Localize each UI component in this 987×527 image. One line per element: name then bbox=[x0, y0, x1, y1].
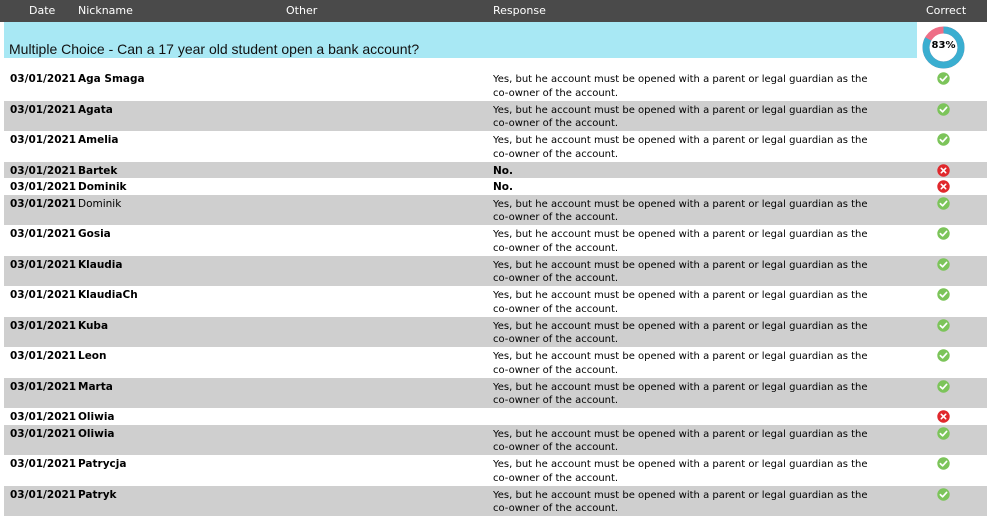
row-response: Yes, but he account must be opened with a parent or legal guardian as the co-owner of the account. bbox=[493, 320, 868, 346]
row-nickname: Aga Smaga bbox=[78, 73, 145, 85]
row-nickname: Amelia bbox=[78, 134, 119, 146]
row-date: 03/01/2021 bbox=[10, 411, 77, 423]
correct-check-icon bbox=[937, 380, 950, 393]
row-response: Yes, but he account must be opened with a parent or legal guardian as the co-owner of the account. bbox=[493, 381, 868, 407]
row-nickname: Agata bbox=[78, 103, 113, 116]
correct-check-icon bbox=[937, 349, 950, 362]
row-nickname: Patryk bbox=[78, 488, 117, 501]
correct-check-icon bbox=[937, 258, 950, 271]
row-nickname: Gosia bbox=[78, 228, 111, 240]
row-date: 03/01/2021 bbox=[10, 289, 77, 301]
correct-check-icon bbox=[937, 288, 950, 301]
row-date: 03/01/2021 bbox=[10, 350, 77, 362]
header-correct: Correct bbox=[926, 4, 967, 17]
question-text: Multiple Choice - Can a 17 year old student open a bank account? bbox=[9, 41, 420, 57]
question-banner bbox=[4, 22, 917, 58]
table-row bbox=[4, 131, 987, 162]
correct-check-icon bbox=[937, 72, 950, 85]
row-nickname: KlaudiaCh bbox=[78, 289, 138, 301]
row-date: 03/01/2021 bbox=[10, 380, 77, 393]
correct-check-icon bbox=[937, 227, 950, 240]
row-response: Yes, but he account must be opened with a parent or legal guardian as the co-owner of the account. bbox=[493, 74, 868, 99]
table-row bbox=[4, 101, 987, 132]
correct-check-icon bbox=[937, 488, 950, 501]
row-response: Yes, but he account must be opened with a parent or legal guardian as the co-owner of the account. bbox=[493, 459, 868, 484]
row-nickname: Patrycja bbox=[78, 458, 127, 470]
row-response: Yes, but he account must be opened with a parent or legal guardian as the co-owner of the account. bbox=[493, 259, 868, 285]
table-row bbox=[4, 178, 987, 195]
response-table bbox=[4, 70, 987, 516]
row-nickname: Dominik bbox=[78, 181, 127, 193]
row-response: Yes, but he account must be opened with a parent or legal guardian as the co-owner of the account. bbox=[493, 489, 868, 515]
table-row bbox=[4, 455, 987, 486]
table-row bbox=[4, 195, 987, 226]
row-date: 03/01/2021 bbox=[10, 258, 77, 271]
table-row bbox=[4, 70, 987, 101]
incorrect-cross-icon bbox=[937, 164, 950, 177]
row-response: Yes, but he account must be opened with a parent or legal guardian as the co-owner of the account. bbox=[493, 351, 868, 376]
row-date: 03/01/2021 bbox=[10, 319, 77, 332]
table-row bbox=[4, 317, 987, 348]
correct-check-icon bbox=[937, 197, 950, 210]
table-row bbox=[4, 378, 987, 409]
row-date: 03/01/2021 bbox=[10, 164, 77, 177]
incorrect-cross-icon bbox=[937, 180, 950, 193]
table-row bbox=[4, 286, 987, 317]
row-response: Yes, but he account must be opened with a parent or legal guardian as the co-owner of the account. bbox=[493, 428, 868, 454]
row-nickname: Klaudia bbox=[78, 258, 123, 271]
row-response: Yes, but he account must be opened with a parent or legal guardian as the co-owner of the account. bbox=[493, 198, 868, 224]
row-date: 03/01/2021 bbox=[10, 197, 77, 210]
correct-check-icon bbox=[937, 103, 950, 116]
table-row bbox=[4, 425, 987, 456]
row-response: No. bbox=[493, 181, 513, 193]
row-nickname: Oliwia bbox=[78, 427, 115, 440]
table-row bbox=[4, 347, 987, 378]
correct-check-icon bbox=[937, 457, 950, 470]
row-date: 03/01/2021 bbox=[10, 73, 77, 85]
correct-check-icon bbox=[937, 319, 950, 332]
row-nickname: Kuba bbox=[78, 319, 109, 332]
table-row bbox=[4, 225, 987, 256]
table-row bbox=[4, 486, 987, 517]
table-header bbox=[0, 0, 987, 22]
header-date: Date bbox=[29, 4, 56, 17]
row-response: Yes, but he account must be opened with a parent or legal guardian as the co-owner of the account. bbox=[493, 229, 868, 254]
row-response: Yes, but he account must be opened with a parent or legal guardian as the co-owner of the account. bbox=[493, 290, 868, 315]
table-row bbox=[4, 256, 987, 287]
row-date: 03/01/2021 bbox=[10, 103, 77, 116]
row-date: 03/01/2021 bbox=[10, 458, 77, 470]
header-response: Response bbox=[493, 4, 546, 17]
row-nickname: Oliwia bbox=[78, 411, 115, 423]
row-date: 03/01/2021 bbox=[10, 181, 77, 193]
incorrect-cross-icon bbox=[937, 410, 950, 423]
row-nickname: Bartek bbox=[78, 164, 118, 177]
row-date: 03/01/2021 bbox=[10, 427, 77, 440]
row-response: No. bbox=[493, 164, 513, 177]
row-response: Yes, but he account must be opened with a parent or legal guardian as the co-owner of the account. bbox=[493, 104, 868, 130]
row-nickname: Marta bbox=[78, 380, 113, 393]
header-nickname: Nickname bbox=[78, 4, 133, 17]
header-other: Other bbox=[286, 4, 318, 17]
row-date: 03/01/2021 bbox=[10, 228, 77, 240]
row-response: Yes, but he account must be opened with a parent or legal guardian as the co-owner of the account. bbox=[493, 135, 868, 160]
correct-check-icon bbox=[937, 427, 950, 440]
row-date: 03/01/2021 bbox=[10, 488, 77, 501]
row-nickname: Dominik bbox=[78, 197, 122, 210]
percent-correct-label: 83% bbox=[931, 40, 956, 51]
table-row bbox=[4, 408, 987, 425]
row-date: 03/01/2021 bbox=[10, 134, 77, 146]
row-nickname: Leon bbox=[78, 350, 107, 362]
table-row bbox=[4, 162, 987, 179]
correct-check-icon bbox=[937, 133, 950, 146]
